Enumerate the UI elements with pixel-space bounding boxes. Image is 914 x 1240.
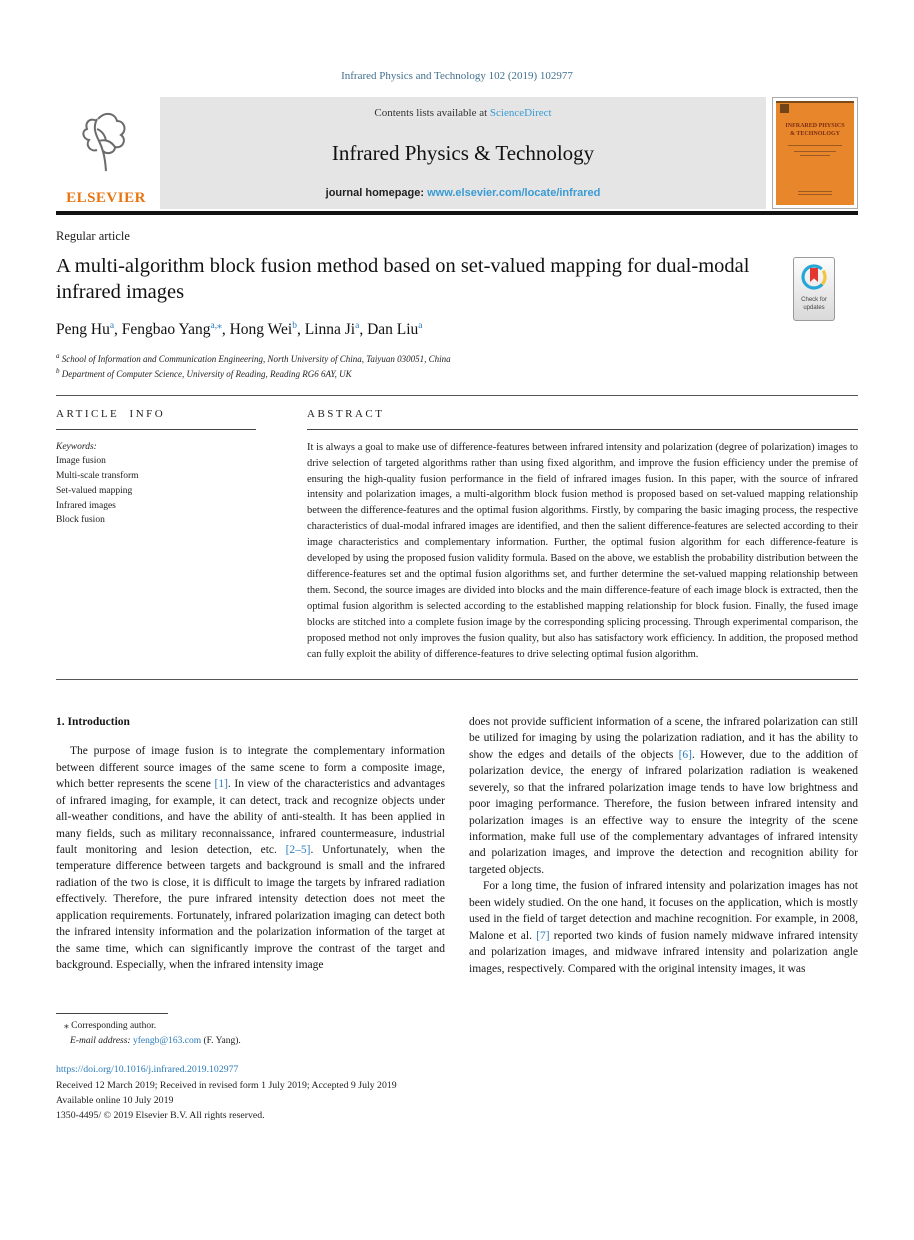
author-affil-sup: b <box>292 321 297 332</box>
contents-lists-line <box>374 107 551 119</box>
cover-journal-title: INFRARED PHYSICS & TECHNOLOGY <box>785 123 845 137</box>
article-body <box>56 714 858 977</box>
received-dates: Received 12 March 2019; Received in revised form 1 July 2019; Accepted 9 July 2019 <box>56 1079 397 1091</box>
issn-copyright: 1350-4495/ © 2019 Elsevier B.V. All rights reserved. <box>56 1109 265 1121</box>
journal-masthead <box>56 97 858 209</box>
text-run: . However, due to the addition of polarization device, the energy of infrared polarization radiation is weakened severely, so that the infrared polarization image tends to have low brightness and poor imaging performance. Therefore, the fusion between infrared intensity and polarization images is an effective way to ensure the integrity of the scene information, make full use of the complementary advantages of infrared intensity and polarization images, and improve the detection and recognition ability for targeted objects. <box>469 748 859 876</box>
elsevier-logo[interactable] <box>56 97 156 209</box>
author: Linna Ji <box>304 321 356 339</box>
body-left-column <box>56 714 445 977</box>
keyword: Infrared images <box>56 500 116 511</box>
text-run: . In view of the characteristics and advantages of infrared imaging, for example, it can detect, track and recognize objects under all-weather conditions, and have the ability of anti-stealth. It has been applied in many fields, such as military reconnaissance, infrared countermeasure, industrial fault monitoring and lesion detection, etc. <box>56 778 445 857</box>
intro-paragraph <box>56 743 445 973</box>
cover-publisher-mark-icon <box>780 104 789 113</box>
text-run: For a long time, the fusion of infrared intensity and polarization images has not been widely studied. On the one hand, it focuses on the application, which is mostly used in the field of target detection and machine recognition. For example, in 2008, Malone et al. <box>469 880 858 942</box>
masthead-divider <box>56 211 858 215</box>
footnote-divider <box>56 1013 168 1014</box>
citation-ref[interactable]: [6] <box>678 748 693 761</box>
text-run: . Unfortunately, when the temperature difference between targets and background is small and the infrared radiation of the two is close, it is difficult to image the targets by infrared radiation effectively. Therefore, the pure infrared intensity detection does not meet the application requirements. Fortunately, infrared polarization imaging can detect both the infrared intensity information and the polarization information of the target at the same time, which can significantly improve the contrast of the target and background. Especially, when the infrared intensity image <box>56 844 445 972</box>
article-title: A multi-algorithm block fusion method based on set-valued mapping for dual-modal infrared images <box>56 255 750 304</box>
cover-top-band <box>776 101 854 103</box>
author: Dan Liu <box>367 321 419 339</box>
elsevier-wordmark: ELSEVIER <box>66 190 146 206</box>
email-link[interactable]: yfengb@163.com <box>132 1035 202 1046</box>
text-run: does not provide sufficient information of a scene, the infrared polarization can still be utilized for imaging by using the polarization radiation, and it has the ability to show the edges and details of the objects <box>469 715 858 761</box>
cover-rule <box>794 151 836 152</box>
author-affil-sup: a <box>418 321 423 332</box>
affiliation-list <box>56 351 858 382</box>
cover-rule <box>800 155 830 156</box>
text-run: The purpose of image fusion is to integrate the complementary information between different source images of the same scene to form a composite image, which better represents the scene <box>56 745 445 791</box>
author: Peng Hu <box>56 321 110 339</box>
footnote-block <box>56 1013 858 1048</box>
abstract-text: It is always a goal to make use of difference-features between infrared intensity and polarization (degree of polarization) images to drive selection of targeted algorithms rather than using fixed algorithm, and improve the fusion efficiency under the premise of ensuring the high-quality fusion performance in the field of infrared images fusion. In this paper, with the source of infrared intensity and polarization images, a multi-algorithm block fusion method is proposed based on set-valued mapping relationship between the difference-features and the optimal fusion algorithms. Firstly, by comparing the basic imaging process, the respective characteristics of dual-modal infrared images are identified, and then the salient difference-features are selected according to their image characteristics and complementary information. Further, the optimal fusion algorithm for each difference-feature is developed by using the proposed fusion validity formula. Based on the above, we establish the probability distribution between the difference-features set and the optimal fusion algorithms set, and further determine the set-valued mapping relationship between them. Second, the source images are divided into blocks and the main difference-feature of each image block is extracted, then the optimal fusion algorithm is selected according to the established mapping relationship for block fusion. Finally, the fused image blocks are stitched into a complete fusion image by the corresponding splicing processing. Through experimental comparison, the proposed method not only improves the fusion quality, but also has satisfactory work efficiency. In addition, the proposed method can fully exploit the ability of difference-features to drive selecting optimal fusion algorithm. <box>307 441 858 661</box>
journal-cover-thumbnail[interactable] <box>772 97 858 209</box>
author: Fengbao Yang <box>121 321 211 339</box>
check-for-updates-label: Check for updates <box>801 297 827 311</box>
text-run: reported two kinds of fusion namely midwave infrared intensity and polarization images, and midwave infrared intensity and polarization angle images, respectively. Compared with the original intensity images, it was <box>469 929 858 975</box>
keywords-block <box>56 440 226 528</box>
citation-ref[interactable]: [1] <box>214 778 228 791</box>
article-footer <box>56 1062 858 1123</box>
keywords-label: Keywords: <box>56 441 97 452</box>
affiliation: $^b$ Department of Computer Science, University of Reading, Reading RG6 6AY, UK <box>56 367 352 380</box>
introduction-heading: 1. Introduction <box>56 715 130 728</box>
intro-paragraph-continued <box>469 714 858 878</box>
journal-title: Infrared Physics & Technology <box>331 140 595 165</box>
info-abstract-block <box>56 396 858 679</box>
article-type-label: Regular article <box>56 229 130 243</box>
affiliation: $^a$ School of Information and Communication Engineering, North University of China, Taiyuan 030051, China <box>56 351 451 364</box>
article-info-column <box>56 408 281 663</box>
second-paragraph <box>469 878 858 977</box>
keyword: Block fusion <box>56 515 105 526</box>
running-head-citation: Infrared Physics and Technology 102 (2019) 102977 <box>341 70 573 82</box>
email-label: E-mail address: <box>70 1035 133 1046</box>
keyword: Set-valued mapping <box>56 485 133 496</box>
section-divider <box>56 679 858 680</box>
cover-rule <box>788 145 842 146</box>
author-affil-sup: a <box>109 321 115 332</box>
masthead-center-panel <box>160 97 766 209</box>
citation-ref[interactable]: [2–5] <box>285 844 311 857</box>
check-for-updates-icon <box>799 262 829 292</box>
cover-footer-lines <box>798 189 832 195</box>
author-list: Peng Hu$^a$, Fengbao Yang$^{a,⁎}$, Hong Wei$^b$, Linna Ji$^a$, Dan Liu$^a$ <box>56 321 423 339</box>
elsevier-tree-icon <box>75 97 137 190</box>
keyword: Multi-scale transform <box>56 471 139 482</box>
email-suffix: (F. Yang). <box>201 1035 241 1046</box>
abstract-column <box>307 408 858 663</box>
journal-homepage-line <box>326 187 601 199</box>
contents-lists-text: Contents lists available at <box>374 107 490 119</box>
sciencedirect-link[interactable]: ScienceDirect <box>489 107 552 119</box>
check-for-updates-badge[interactable] <box>793 257 835 321</box>
email-line <box>70 1034 858 1049</box>
homepage-url-link[interactable]: www.elsevier.com/locate/infrared <box>427 187 601 199</box>
body-right-column <box>469 714 858 977</box>
footnote-text <box>56 1019 858 1048</box>
available-online: Available online 10 July 2019 <box>56 1094 174 1106</box>
doi-link[interactable]: https://doi.org/10.1016/j.infrared.2019.102977 <box>56 1064 239 1076</box>
author: Hong Wei <box>229 321 293 339</box>
homepage-label: journal homepage: <box>325 187 428 199</box>
journal-cover-art <box>776 101 854 205</box>
article-info-heading: ARTICLE INFO <box>56 408 256 430</box>
keyword: Image fusion <box>56 456 106 467</box>
author-affil-sup: a,⁎ <box>210 321 222 332</box>
citation-ref[interactable]: [7] <box>536 929 550 942</box>
author-affil-sup: a <box>355 321 360 332</box>
corresponding-author-note: ⁎ Corresponding author. <box>64 1020 157 1031</box>
abstract-heading: ABSTRACT <box>307 408 858 430</box>
